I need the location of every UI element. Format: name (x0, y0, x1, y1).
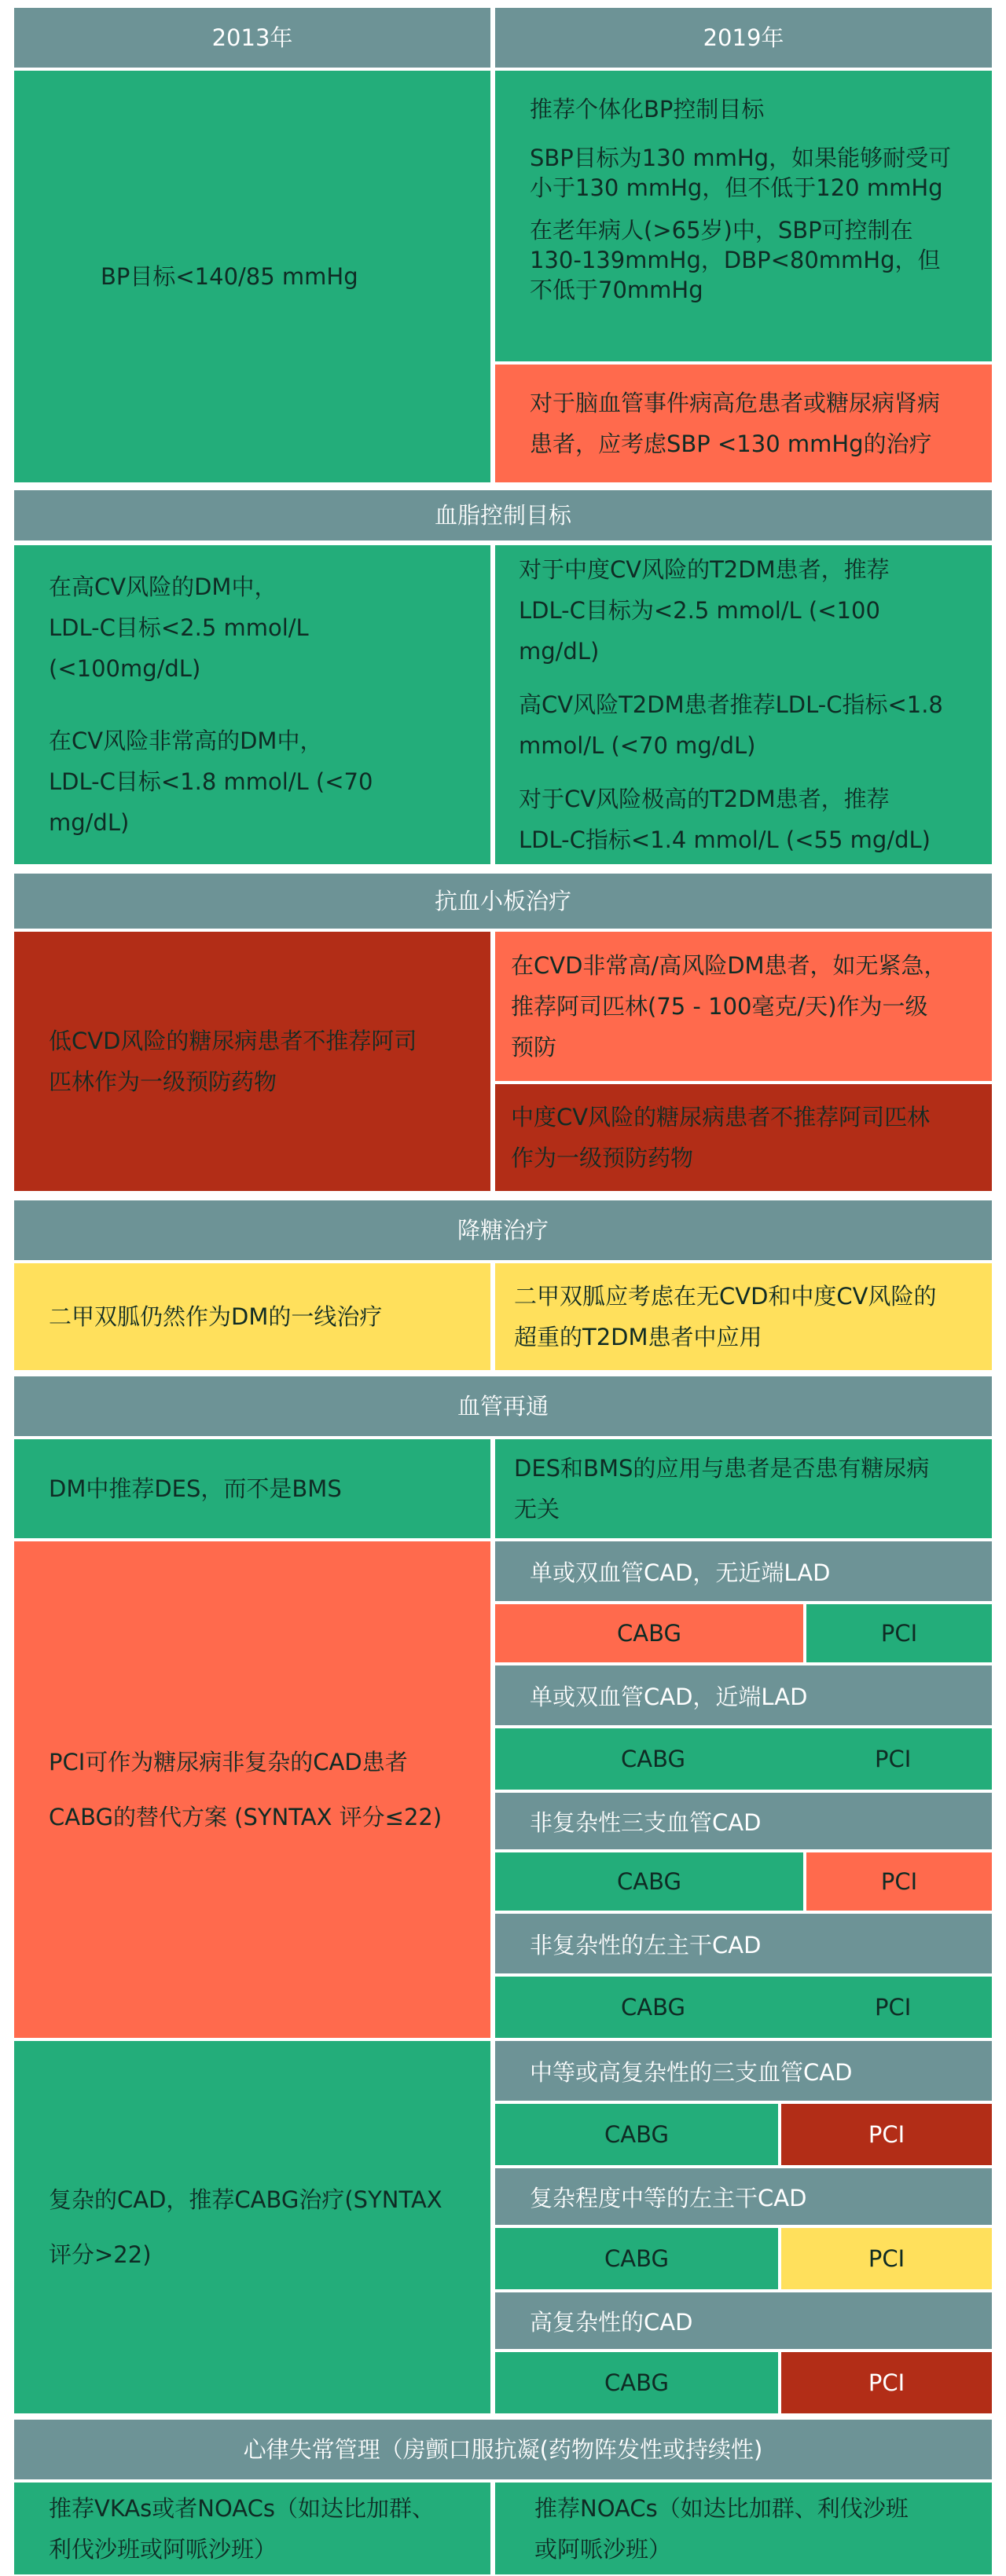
section-title-glucose-text: 降糖治疗 (457, 1216, 549, 1244)
bp-target-2019-line-1: 推荐个体化BP控制目标 (530, 96, 765, 123)
section-title-revascularization (14, 1376, 992, 1436)
scenario-2-label: 单或双血管CAD，近端LAD (530, 1683, 808, 1710)
glucose-2013 (14, 1263, 490, 1370)
scenario-2-header (495, 1665, 992, 1725)
section-title-antiplatelet-text: 抗血小板治疗 (434, 887, 571, 914)
lipid-2013-line-1: 在高CV风险的DM中， (49, 573, 277, 600)
bp-target-2019 (495, 71, 992, 361)
lipid-2013-line-3: 在CV风险非常高的DM中， (49, 727, 323, 754)
scenario-3-label: 非复杂性三支血管CAD (530, 1808, 762, 1836)
des-2013 (14, 1439, 490, 1538)
scenario-4-pci-label: PCI (875, 1994, 912, 2021)
lipid-2019-line-1: 对于中度CV风险的T2DM患者，推荐 (519, 556, 890, 583)
lipid-2019-line-5: 对于CV风险极高的T2DM患者，推荐 (519, 786, 890, 812)
scenario-4-header (495, 1914, 992, 1973)
bp-high-risk-2019 (495, 365, 992, 482)
scenario-1-cabg (495, 1604, 803, 1662)
scenario-3-cabg-label: CABG (617, 1868, 681, 1895)
pci-alternative-2013 (14, 1541, 490, 2038)
antiplatelet-2013 (14, 932, 490, 1191)
lipid-2019-line-6: LDL-C指标<1.4 mmol/L (<55 mg/dL) (519, 826, 931, 853)
scenario-3-pci (806, 1852, 992, 1911)
antiplatelet-2019-high-line-3: 预防 (511, 1034, 557, 1061)
antiplatelet-2013-line-2: 匹林作为一级预防药物 (49, 1068, 277, 1095)
scenario-5-label: 中等或高复杂性的三支血管CAD (530, 2058, 853, 2086)
bp-target-2019-line-2: SBP目标为130 mmHg，如果能够耐受可小于130 mmHg，但不低于120 mmHg (530, 145, 952, 201)
scenario-1-pci (806, 1604, 992, 1662)
arrhythmia-2019-line-2: 或阿哌沙班） (534, 2535, 672, 2563)
scenario-5-pci (781, 2104, 992, 2165)
scenario-5-cabg (495, 2104, 778, 2165)
scenario-2-options (495, 1728, 992, 1790)
scenario-1-pci-label: PCI (880, 1620, 918, 1647)
column-header-2019-label: 2019年 (703, 24, 784, 51)
pci-alternative-2013-line-2: CABG的替代方案 (SYNTAX 评分≤22) (49, 1804, 442, 1830)
antiplatelet-2019-high-risk (495, 932, 992, 1081)
lipid-2019-line-2: LDL-C目标为<2.5 mmol/L (<100 mg/dL) (519, 597, 880, 665)
arrhythmia-2013-line-2: 利伐沙班或阿哌沙班） (49, 2535, 277, 2563)
scenario-6-label: 复杂程度中等的左主干CAD (530, 2184, 807, 2211)
lipid-2013 (14, 545, 490, 864)
arrhythmia-2013 (14, 2483, 490, 2574)
antiplatelet-2019-mod-line-1: 中度CV风险的糖尿病患者不推荐阿司匹林 (511, 1104, 931, 1130)
section-title-revascularization-text: 血管再通 (457, 1392, 549, 1420)
column-header-2013 (14, 8, 490, 68)
glucose-2019-line-1: 二甲双胍应考虑在无CVD和中度CV风险的 (514, 1283, 937, 1310)
lipid-2019 (495, 545, 992, 864)
antiplatelet-2013-line-1: 低CVD风险的糖尿病患者不推荐阿司 (49, 1028, 417, 1054)
des-2013-text: DM中推荐DES，而不是BMS (49, 1475, 342, 1502)
section-title-arrhythmia (14, 2420, 992, 2479)
section-title-antiplatelet (14, 874, 992, 929)
scenario-6-pci-label: PCI (868, 2245, 905, 2272)
antiplatelet-2019-high-line-1: 在CVD非常高/高风险DM患者，如无紧急， (511, 952, 947, 979)
scenario-3-pci-label: PCI (880, 1868, 918, 1895)
bp-high-risk-2019-text: 对于脑血管事件病高危患者或糖尿病肾病患者，应考虑SBP <130 mmHg的治疗 (530, 390, 941, 457)
antiplatelet-2019-mod-line-2: 作为一级预防药物 (511, 1145, 694, 1171)
pci-alternative-2013-line-1: PCI可作为糖尿病非复杂的CAD患者 (49, 1749, 408, 1775)
section-title-arrhythmia-text: 心律失常管理（房颤口服抗凝(药物阵发性或持续性) (243, 2435, 763, 2463)
des-2019 (495, 1439, 992, 1538)
scenario-6-pci (781, 2228, 992, 2289)
bp-target-2019-line-3: 在老年病人(>65岁)中，SBP可控制在130-139mmHg，DBP<80mmHg，但不低于70mmHg (530, 217, 941, 303)
arrhythmia-2019-line-1: 推荐NOACs（如达比加群、利伐沙班 (534, 2494, 909, 2522)
scenario-6-header (495, 2168, 992, 2225)
complex-cad-2013-line-2: 评分>22) (49, 2241, 152, 2268)
section-title-glucose (14, 1200, 992, 1260)
glucose-2019 (495, 1263, 992, 1370)
complex-cad-2013-line-1: 复杂的CAD，推荐CABG治疗(SYNTAX (49, 2186, 442, 2213)
scenario-1-header (495, 1541, 992, 1601)
scenario-7-header (495, 2292, 992, 2349)
scenario-1-cabg-label: CABG (617, 1620, 681, 1647)
column-header-2013-label: 2013年 (211, 24, 293, 51)
des-2019-line-2: 无关 (514, 1496, 560, 1523)
bp-target-2013-text: BP目标<140/85 mmHg (101, 263, 358, 290)
bp-target-2013 (14, 71, 490, 482)
antiplatelet-2019-moderate-risk (495, 1084, 992, 1191)
scenario-5-pci-label: PCI (868, 2121, 905, 2148)
scenario-7-pci (781, 2352, 992, 2413)
arrhythmia-2013-line-1: 推荐VKAs或者NOACs（如达比加群、 (49, 2494, 435, 2522)
scenario-6-cabg-label: CABG (604, 2245, 669, 2272)
lipid-2013-line-2: LDL-C目标<2.5 mmol/L (<100mg/dL) (49, 614, 309, 682)
scenario-2-pci-label: PCI (875, 1746, 912, 1772)
lipid-2019-line-4: mmol/L (<70 mg/dL) (519, 732, 756, 759)
scenario-7-cabg (495, 2352, 778, 2413)
glucose-2019-line-2: 超重的T2DM患者中应用 (514, 1324, 762, 1350)
scenario-3-cabg (495, 1852, 803, 1911)
lipid-2013-line-4: LDL-C目标<1.8 mmol/L (<70 mg/dL) (49, 768, 373, 836)
section-title-lipid (14, 490, 992, 540)
scenario-6-cabg (495, 2228, 778, 2289)
section-title-lipid-text: 血脂控制目标 (434, 501, 571, 529)
scenario-1-label: 单或双血管CAD，无近端LAD (530, 1559, 831, 1586)
scenario-3-header (495, 1793, 992, 1849)
scenario-4-label: 非复杂性的左主干CAD (530, 1931, 762, 1959)
scenario-4-cabg-label: CABG (621, 1994, 685, 2021)
glucose-2013-text: 二甲双胍仍然作为DM的一线治疗 (49, 1303, 383, 1330)
des-2019-line-1: DES和BMS的应用与患者是否患有糖尿病 (514, 1455, 930, 1482)
arrhythmia-2019 (495, 2483, 992, 2574)
scenario-4-options (495, 1977, 992, 2038)
scenario-5-cabg-label: CABG (604, 2121, 669, 2148)
scenario-7-cabg-label: CABG (604, 2369, 669, 2396)
scenario-2-cabg-label: CABG (621, 1746, 685, 1772)
scenario-7-pci-label: PCI (868, 2369, 905, 2396)
complex-cad-2013 (14, 2041, 490, 2413)
scenario-5-header (495, 2041, 992, 2101)
column-header-2019 (495, 8, 992, 68)
scenario-7-label: 高复杂性的CAD (530, 2308, 693, 2336)
antiplatelet-2019-high-line-2: 推荐阿司匹林(75 - 100毫克/天)作为一级 (511, 993, 928, 1020)
lipid-2019-line-3: 高CV风险T2DM患者推荐LDL-C指标<1.8 (519, 691, 943, 718)
